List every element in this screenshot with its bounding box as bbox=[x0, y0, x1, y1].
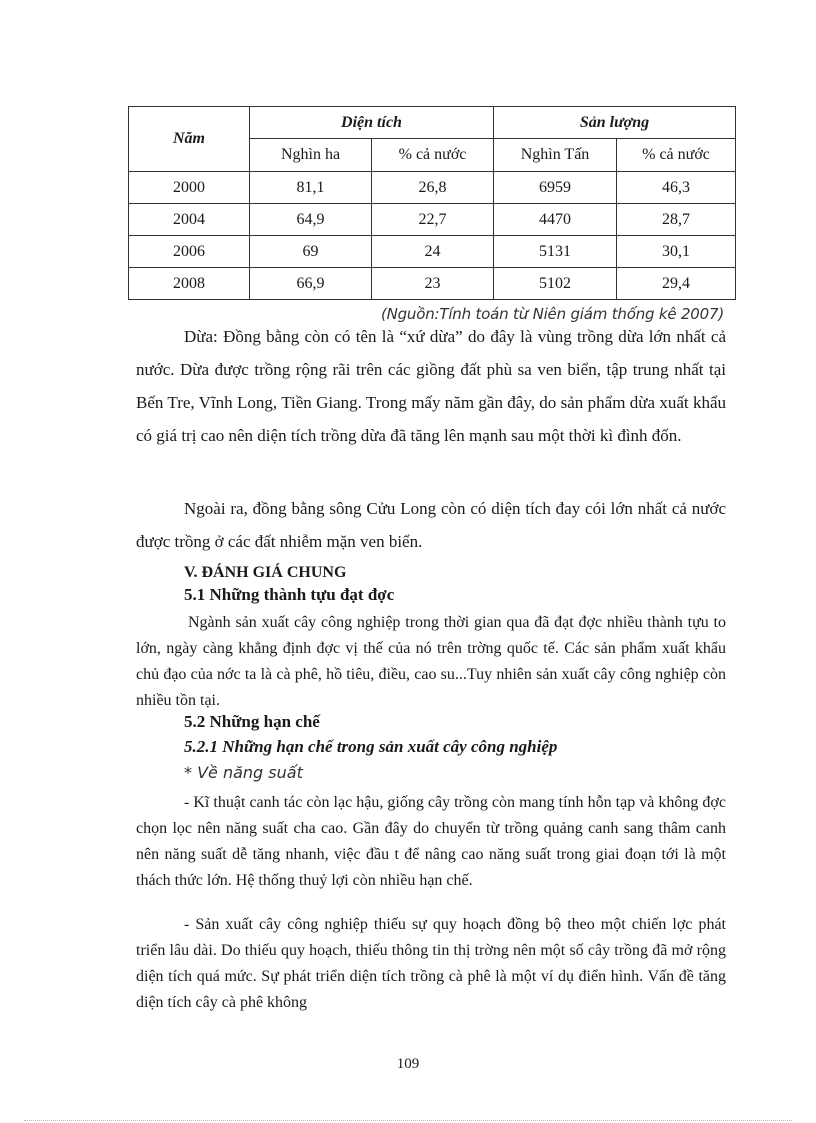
cell-area-pct: 24 bbox=[372, 236, 494, 268]
cell-output-tons: 5102 bbox=[494, 268, 617, 300]
table-source-note: (Nguồn:Tính toán từ Niên giám thống kê 2007) bbox=[380, 305, 724, 323]
cell-output-pct: 29,4 bbox=[617, 268, 736, 300]
coconut-statistics-table bbox=[128, 106, 736, 300]
cell-year: 2004 bbox=[129, 204, 250, 236]
sub-header-area-pct: % cả nước bbox=[372, 139, 494, 172]
cell-area-pct: 23 bbox=[372, 268, 494, 300]
sub-header-output-tons: Nghìn Tấn bbox=[494, 139, 617, 172]
paragraph-coconut: Dừa: Đồng bằng còn có tên là “xứ dừa” do đây là vùng trồng dừa lớn nhất cả nước. Dừa được trồng rộng rãi trên các giồng đất phù sa ven biển, tập trung nhất tại Bến Tre, Vĩnh Long, Tiền Giang. Trong mấy năm gần đây, do sản phẩm dừa xuất khẩu có giá trị cao nên diện tích trồng dừa đã tăng lên mạnh sau một thời kì đình đốn. bbox=[136, 327, 726, 445]
cell-area-ha: 64,9 bbox=[250, 204, 372, 236]
paragraph-productivity: - Kĩ thuật canh tác còn lạc hậu, giống cây trồng còn mang tính hỗn tạp và không đợc chọn lọc nên năng suất cha cao. Gần đây do chuyển từ trồng quảng canh sang thâm canh nên năng suất dễ tăng nhanh, việc đầu t để nâng cao năng suất trong giai đoạn tới là một thách thức lớn. Hệ thống thuỷ lợi còn nhiều hạn chế. bbox=[136, 794, 726, 889]
cell-area-ha: 81,1 bbox=[250, 172, 372, 204]
cell-output-pct: 30,1 bbox=[617, 236, 736, 268]
footer-divider bbox=[24, 1120, 792, 1121]
year-header: Năm bbox=[129, 107, 250, 172]
page-number: 109 bbox=[396, 1056, 420, 1072]
cell-output-pct: 46,3 bbox=[617, 172, 736, 204]
cell-year: 2008 bbox=[129, 268, 250, 300]
output-header: Sản lượng bbox=[494, 107, 736, 139]
cell-output-tons: 6959 bbox=[494, 172, 617, 204]
cell-output-pct: 28,7 bbox=[617, 204, 736, 236]
section-heading-5-2: 5.2 Những hạn chế bbox=[184, 712, 320, 731]
sub-header-area-ha: Nghìn ha bbox=[250, 139, 372, 172]
cell-area-pct: 22,7 bbox=[372, 204, 494, 236]
table-row bbox=[129, 172, 736, 204]
area-header: Diện tích bbox=[250, 107, 494, 139]
cell-year: 2006 bbox=[129, 236, 250, 268]
cell-area-ha: 69 bbox=[250, 236, 372, 268]
table-row bbox=[129, 204, 736, 236]
paragraph-achievements: Ngành sản xuất cây công nghiệp trong thời gian qua đã đạt đợc nhiều thành tựu to lớn, ngày càng khẳng định đợc vị thế của nó trên trờng quốc tế. Các sản phẩm xuất khẩu chủ đạo của nớc ta là cà phê, hồ tiêu, điều, cao su...Tuy nhiên sản xuất cây công nghiệp còn nhiều tồn tại. bbox=[136, 614, 726, 709]
table-row bbox=[129, 236, 736, 268]
section-heading-5-1: 5.1 Những thành tựu đạt đợc bbox=[184, 585, 395, 604]
sub-header-output-pct: % cả nước bbox=[617, 139, 736, 172]
cell-output-tons: 4470 bbox=[494, 204, 617, 236]
cell-output-tons: 5131 bbox=[494, 236, 617, 268]
table-row bbox=[129, 268, 736, 300]
cell-area-pct: 26,8 bbox=[372, 172, 494, 204]
paragraph-planning: - Sản xuất cây công nghiệp thiếu sự quy hoạch đồng bộ theo một chiến lợc phát triển lâu dài. Do thiếu quy hoạch, thiếu thông tin thị trờng nên một số cây trồng đã mở rộng diện tích quá mức. Sự phát triển diện tích trồng cà phê là một ví dụ điển hình. Vấn đề tăng diện tích cây cà phê không bbox=[136, 916, 726, 1011]
section-heading-5-2-1: 5.2.1 Những hạn chế trong sản xuất cây công nghiệp bbox=[184, 737, 558, 756]
paragraph-jute: Ngoài ra, đồng bằng sông Cửu Long còn có diện tích đay cói lớn nhất cả nước được trồng ở các đất nhiễm mặn ven biển. bbox=[136, 499, 726, 551]
cell-area-ha: 66,9 bbox=[250, 268, 372, 300]
section-heading-v: V. ĐÁNH GIÁ CHUNG bbox=[184, 564, 347, 581]
subheading-productivity: * Về năng suất bbox=[184, 763, 303, 782]
cell-year: 2000 bbox=[129, 172, 250, 204]
